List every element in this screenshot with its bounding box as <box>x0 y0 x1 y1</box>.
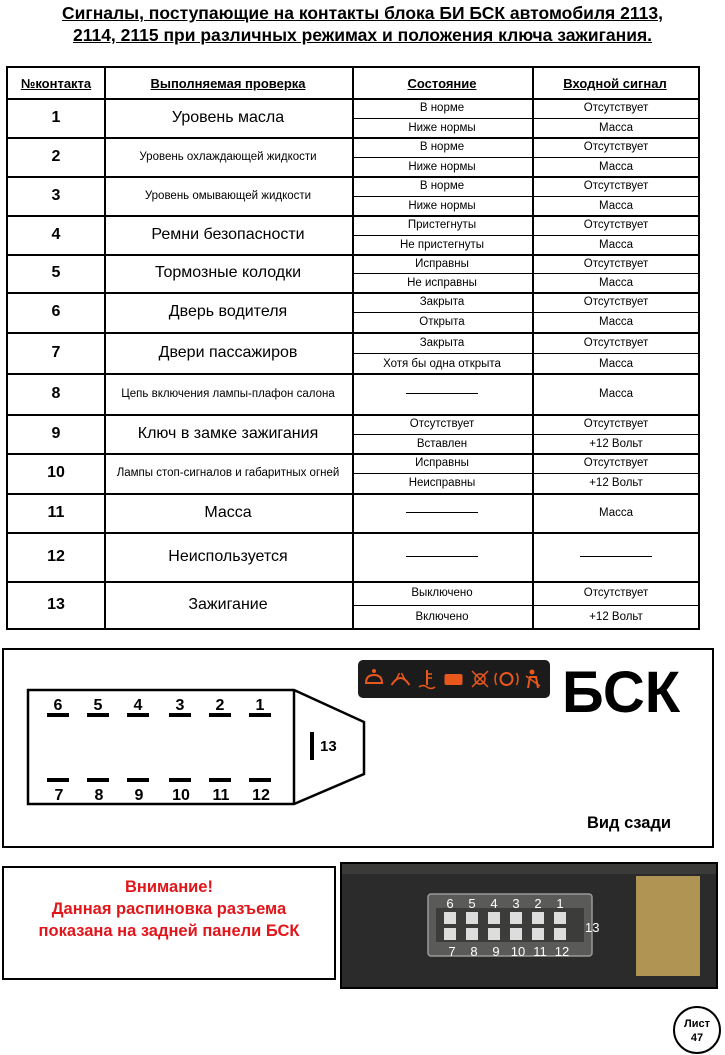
signal-value: Отсутствует <box>583 219 649 231</box>
signal-value: Масса <box>598 276 633 289</box>
pin-bar-bottom <box>47 778 69 782</box>
signal-value: Масса <box>598 316 633 328</box>
signal-subdivider <box>534 235 700 236</box>
contact-number: 11 <box>47 503 65 521</box>
check-description: Ключ в замке зажигания <box>137 424 319 442</box>
photo-pin-top <box>532 912 544 924</box>
photo-pin-bottom <box>466 928 478 940</box>
photo-pin-top <box>554 912 566 924</box>
signal-subdivider <box>534 473 700 474</box>
photo-pin-number: 9 <box>492 944 500 959</box>
photo-pin-number: 3 <box>512 896 520 911</box>
pin-number: 4 <box>133 697 143 714</box>
pin-bar-bottom <box>249 778 271 782</box>
contact-number: 7 <box>51 343 61 361</box>
pin-bar-bottom <box>209 778 231 782</box>
pin-number: 10 <box>172 787 190 804</box>
dash-mark <box>580 556 652 557</box>
state-value: Исправны <box>415 257 469 270</box>
signals-table <box>6 66 700 630</box>
header-cell-3: Входной сигнал <box>563 75 667 91</box>
brake-pad-icon <box>445 674 463 685</box>
photo-pin-top <box>488 912 500 924</box>
pin-bar-bottom <box>127 778 149 782</box>
check-description: Зажигание <box>188 595 268 613</box>
pin-number: 3 <box>175 697 185 714</box>
sheet-number: 47 <box>690 1032 704 1044</box>
pin-number: 7 <box>54 787 64 804</box>
signal-value: Масса <box>598 387 633 400</box>
state-value: Ниже нормы <box>408 200 476 212</box>
photo-pin-number: 7 <box>448 944 456 959</box>
coolant-temp-icon <box>419 670 435 689</box>
state-value: Выключено <box>411 587 473 599</box>
block-label: БСК <box>562 660 681 725</box>
warning-title: Внимание! <box>125 878 213 896</box>
signal-value: Масса <box>598 161 633 173</box>
contact-number: 12 <box>47 547 65 565</box>
pin-number: 8 <box>94 787 104 804</box>
photo-pin-number: 13 <box>585 920 600 935</box>
check-description: Лампы стоп-сигналов и габаритных огней <box>116 467 340 479</box>
state-value: Не пристегнуты <box>399 239 485 251</box>
check-description: Тормозные колодки <box>154 264 302 281</box>
state-subdivider <box>354 273 532 274</box>
signal-value: Масса <box>598 357 633 370</box>
signal-value: Отсутствует <box>583 418 649 430</box>
column-divider-0 <box>104 68 106 628</box>
state-value: Неисправны <box>408 477 476 489</box>
connector-photo <box>340 862 718 989</box>
photo-pin-number: 12 <box>554 944 570 959</box>
pin-number: 6 <box>53 697 63 714</box>
signal-value: Масса <box>598 200 633 212</box>
signal-subdivider <box>534 312 700 313</box>
indicator-panel <box>358 660 550 698</box>
signal-value: Отсутствует <box>583 257 649 270</box>
warning-box <box>2 866 336 980</box>
state-value: Открыта <box>419 316 465 328</box>
state-subdivider <box>354 196 532 197</box>
pin-13-bar <box>310 732 314 760</box>
photo-label-sticker <box>636 876 700 976</box>
signal-subdivider <box>534 434 700 435</box>
signal-empty-dash <box>534 532 698 581</box>
photo-pin-bottom <box>444 928 456 940</box>
view-label: Вид сзади <box>587 814 672 832</box>
signal-value: Отсутствует <box>583 457 649 469</box>
state-subdivider <box>354 235 532 236</box>
contact-number: 9 <box>51 424 61 442</box>
contact-number: 1 <box>51 108 61 126</box>
signal-value: +12 Вольт <box>589 438 643 450</box>
warning-line-3: показана на задней панели БСК <box>38 922 300 940</box>
photo-pin-bottom <box>554 928 566 940</box>
contact-number: 2 <box>51 147 61 165</box>
state-subdivider <box>354 157 532 158</box>
sheet-badge <box>673 1006 721 1054</box>
signal-value: Отсутствует <box>583 102 649 114</box>
title-line-2: 2114, 2115 при различных режимах и положения ключа зажигания. <box>72 25 653 45</box>
photo-pin-bottom <box>488 928 500 940</box>
warning-line-2: Данная распиновка разъема <box>51 900 287 918</box>
state-subdivider <box>354 118 532 119</box>
state-subdivider <box>354 312 532 313</box>
photo-pin-number: 8 <box>470 944 478 959</box>
check-description: Неиспользуется <box>168 547 288 565</box>
photo-pin-number: 2 <box>534 896 542 911</box>
photo-pin-number: 4 <box>490 896 498 911</box>
state-value: Хотя бы одна открыта <box>383 357 501 370</box>
signal-value: Масса <box>598 122 633 134</box>
check-description: Дверь водителя <box>168 303 288 320</box>
signal-subdivider <box>534 157 700 158</box>
state-subdivider <box>354 473 532 474</box>
signal-value: Масса <box>598 239 633 251</box>
photo-pin-number: 11 <box>533 944 547 959</box>
state-value: Пристегнуты <box>407 219 477 231</box>
header-cell-2: Состояние <box>407 75 477 91</box>
state-subdivider <box>354 434 532 435</box>
pin-bar-bottom <box>87 778 109 782</box>
state-value: Включено <box>415 611 469 623</box>
check-description: Ремни безопасности <box>151 225 305 243</box>
photo-pin-top <box>466 912 478 924</box>
photo-pin-number: 6 <box>446 896 454 911</box>
photo-drawing <box>342 864 716 987</box>
state-empty-dash <box>354 373 530 414</box>
oil-level-icon <box>366 669 382 683</box>
contact-number: 10 <box>47 464 65 481</box>
signal-subdivider <box>534 273 700 274</box>
page-title <box>0 2 725 46</box>
state-value: Закрыта <box>419 336 465 349</box>
check-description: Цепь включения лампы-плафон салона <box>121 387 335 400</box>
signal-subdivider <box>534 118 700 119</box>
washer-fluid-icon <box>392 673 410 685</box>
photo-pin-bottom <box>510 928 522 940</box>
photo-pin-number: 10 <box>510 944 526 959</box>
state-value: Отсутствует <box>409 418 475 430</box>
contact-number: 3 <box>51 186 61 204</box>
signal-value: Отсутствует <box>583 141 649 153</box>
contact-number: 13 <box>47 595 65 613</box>
state-value: Не исправны <box>407 276 477 289</box>
state-subdivider <box>354 605 532 606</box>
title-line-1: Сигналы, поступающие на контакты блока БИ БСК автомобиля 2113, <box>62 3 663 23</box>
sheet-label: Лист <box>684 1018 710 1030</box>
state-empty-dash <box>354 532 530 581</box>
state-subdivider <box>354 353 532 354</box>
signal-value: +12 Вольт <box>589 611 643 623</box>
signal-value: Отсутствует <box>583 296 649 308</box>
pin-number: 9 <box>134 787 144 804</box>
brake-wear-icon <box>495 673 518 685</box>
pin-number: 12 <box>252 787 270 804</box>
signal-subdivider <box>534 605 700 606</box>
signal-value: Отсутствует <box>583 587 649 599</box>
state-value: В норме <box>419 141 465 153</box>
contact-number: 8 <box>51 384 61 402</box>
photo-pin-number: 5 <box>468 896 476 911</box>
lamp-fault-icon <box>472 671 488 687</box>
photo-top-edge <box>342 864 716 874</box>
state-empty-dash <box>354 493 530 532</box>
pin-number: 13 <box>320 738 337 755</box>
dash-mark <box>406 512 478 513</box>
state-value: Закрыта <box>419 296 465 308</box>
photo-pin-top <box>510 912 522 924</box>
pin-number: 5 <box>93 697 103 714</box>
pin-number: 2 <box>215 697 225 714</box>
contact-number: 6 <box>51 303 61 320</box>
contact-number: 5 <box>51 264 61 281</box>
contact-number: 4 <box>51 225 61 243</box>
check-description: Уровень омывающей жидкости <box>144 189 312 202</box>
check-description: Масса <box>204 503 252 521</box>
dash-mark <box>406 556 478 557</box>
pin-number: 11 <box>212 787 230 804</box>
header-cell-1: Выполняемая проверка <box>150 75 306 91</box>
state-value: Ниже нормы <box>408 122 476 134</box>
header-cell-0: №контакта <box>20 75 92 91</box>
check-description: Уровень охлаждающей жидкости <box>139 150 317 163</box>
state-value: В норме <box>419 180 465 192</box>
signal-value: +12 Вольт <box>589 477 643 489</box>
signal-value: Отсутствует <box>583 336 649 349</box>
dash-mark <box>406 393 478 394</box>
seatbelt-icon <box>526 670 540 689</box>
state-value: Вставлен <box>416 438 468 450</box>
check-description: Уровень масла <box>171 108 285 126</box>
state-value: Исправны <box>415 457 469 469</box>
photo-pin-bottom <box>532 928 544 940</box>
indicator-icons <box>358 660 550 698</box>
signal-subdivider <box>534 196 700 197</box>
state-value: В норме <box>419 102 465 114</box>
photo-pin-number: 1 <box>556 896 564 911</box>
pin-number: 1 <box>255 697 265 714</box>
photo-pin-top <box>444 912 456 924</box>
signal-value: Масса <box>598 506 633 519</box>
signal-subdivider <box>534 353 700 354</box>
signal-value: Отсутствует <box>583 180 649 192</box>
check-description: Двери пассажиров <box>158 343 298 361</box>
pin-bar-bottom <box>169 778 191 782</box>
state-value: Ниже нормы <box>408 161 476 173</box>
